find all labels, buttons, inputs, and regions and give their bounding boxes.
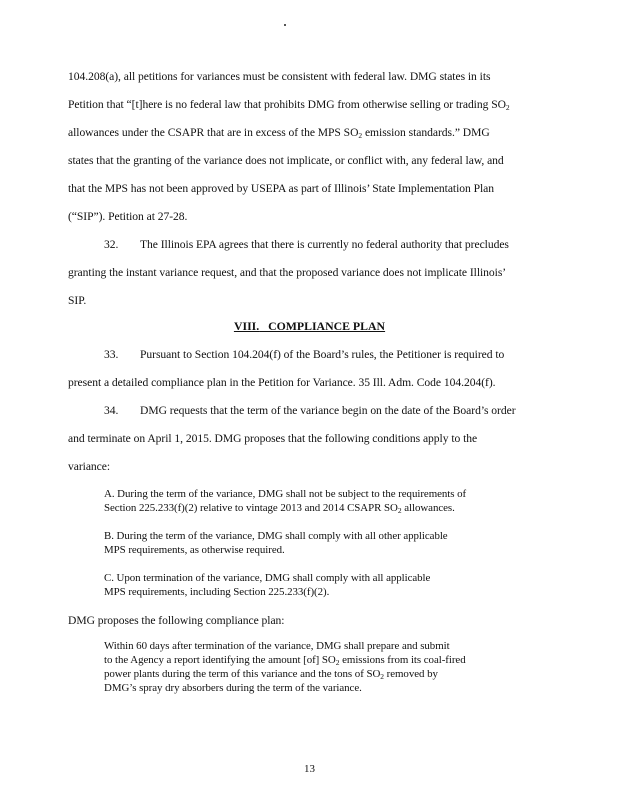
condition-c-line: C. Upon termination of the variance, DMG shall comply with all applicable	[104, 572, 431, 584]
body-line: (“SIP”). Petition at 27-28.	[68, 210, 188, 223]
body-line: present a detailed compliance plan in the Petition for Variance. 35 Ill. Adm. Code 104.204(f).	[68, 376, 496, 389]
section-heading: VIII. COMPLIANCE PLAN	[233, 319, 386, 333]
body-line: allowances under the CSAPR that are in excess of the MPS $SO_2$ emission standards.” DMG	[68, 126, 490, 140]
condition-c-line: MPS requirements, including Section 225.233(f)(2).	[104, 586, 330, 598]
body-line: and terminate on April 1, 2015. DMG proposes that the following conditions apply to the	[68, 432, 478, 445]
body-line: SIP.	[68, 294, 87, 307]
condition-a-line: Section 225.233(f)(2) relative to vintage 2013 and 2014 CSAPR $SO_2$ allowances.	[104, 502, 455, 515]
plan-quote-line: DMG’s spray dry absorbers during the term of the variance.	[104, 682, 362, 694]
plan-quote-line: power plants during the term of this variance and the tons of $SO_2$ removed by	[104, 668, 438, 681]
paragraph-number: 33.	[104, 348, 119, 361]
condition-b-line: B. During the term of the variance, DMG shall comply with all other applicable	[104, 530, 448, 542]
page-number: 13	[304, 763, 315, 775]
condition-b-line: MPS requirements, as otherwise required.	[104, 544, 285, 556]
scan-speck	[284, 24, 286, 26]
body-line: Petition that “[t]here is no federal law that prohibits DMG from otherwise selling or trading $SO_2$	[68, 98, 510, 112]
compliance-intro: DMG proposes the following compliance plan:	[68, 614, 285, 627]
paragraph-number: 34.	[104, 404, 119, 417]
paragraph-number: 32.	[104, 238, 119, 251]
body-line: states that the granting of the variance does not implicate, or conflict with, any federal law, and	[68, 154, 504, 167]
body-line: that the MPS has not been approved by USEPA as part of Illinois’ State Implementation Plan	[68, 182, 495, 195]
body-line: variance:	[68, 460, 111, 473]
body-line: 104.208(a), all petitions for variances must be consistent with federal law. DMG states in its	[68, 70, 491, 83]
plan-quote-line: to the Agency a report identifying the amount [of] $SO_2$ emissions from its coal-fired	[104, 654, 466, 667]
plan-quote-line: Within 60 days after termination of the variance, DMG shall prepare and submit	[104, 640, 450, 652]
body-line: granting the instant variance request, and that the proposed variance does not implicate Illinois’	[68, 266, 507, 279]
condition-a-line: A. During the term of the variance, DMG shall not be subject to the requirements of	[104, 488, 467, 500]
paragraph-33-line: 33. Pursuant to Section 104.204(f) of the Board’s rules, the Petitioner is required to	[104, 348, 505, 361]
paragraph-34-line: 34. DMG requests that the term of the variance begin on the date of the Board’s order	[104, 404, 516, 417]
paragraph-32-line: 32. The Illinois EPA agrees that there is currently no federal authority that precludes	[104, 238, 509, 251]
